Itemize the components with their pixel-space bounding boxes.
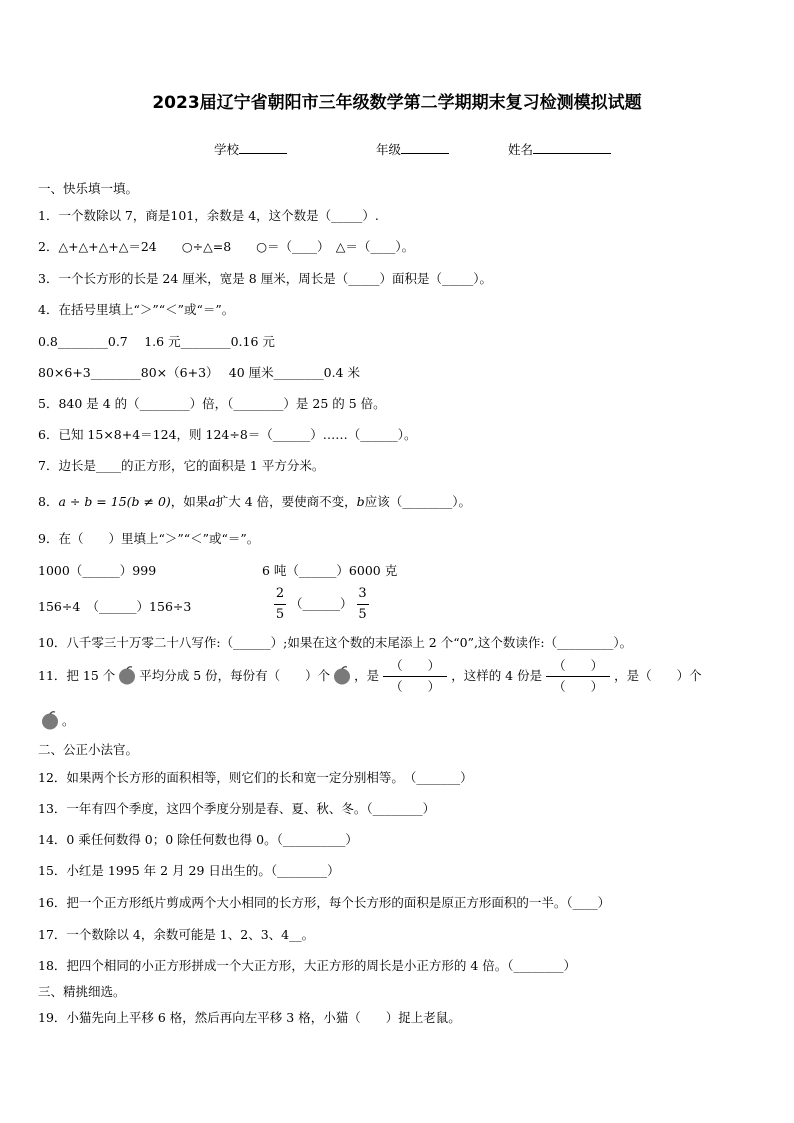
school-field[interactable] — [214, 140, 287, 158]
q8-expression: a ÷ b = 15(b ≠ 0) — [58, 494, 171, 509]
question-2: 2．△+△+△+△＝24 ○÷△=8 ○＝（____） △＝（____）。 — [38, 239, 415, 254]
grade-blank[interactable] — [401, 141, 449, 154]
q11-part2: 平均分成 5 份，每份有（ ）个 — [139, 668, 331, 683]
question-19: 19．小猫先向上平移 6 格，然后再向左平移 3 格，小猫（ ）捉上老鼠。 — [38, 1010, 461, 1025]
school-blank[interactable] — [239, 141, 287, 154]
q8-var-b: b — [356, 494, 365, 509]
q11-part3: ，是 — [354, 668, 380, 683]
fraction-denominator[interactable]: （ ） — [390, 679, 441, 694]
q8-mid: ，如果 — [170, 494, 209, 509]
section-1-heading: 一、快乐填一填。 — [38, 181, 139, 196]
fraction-numerator[interactable]: （ ） — [390, 658, 441, 673]
question-11 — [38, 658, 702, 695]
section-3-heading: 三、精挑细选。 — [38, 984, 126, 999]
name-field[interactable] — [508, 140, 611, 158]
q8-end: 应该（________）。 — [364, 494, 471, 509]
question-4: 4．在括号里填上“＞”“＜”或“＝”。 — [38, 302, 235, 317]
question-13: 13．一年有四个季度，这四个季度分别是春、夏、秋、冬。（________） — [38, 801, 436, 816]
q11-fraction-1[interactable] — [383, 658, 447, 695]
question-17: 17．一个数除以 4，余数可能是 1、2、3、4__。 — [38, 927, 315, 942]
q8-number: 8． — [38, 494, 59, 509]
apple-icon — [332, 665, 352, 688]
q11-part5: ，是（ ）个 — [614, 668, 702, 683]
question-3: 3．一个长方形的长是 24 厘米，宽是 8 厘米，周长是（_____）面积是（_____）。 — [38, 271, 492, 286]
question-1: 1．一个数除以 7，商是101，余数是 4，这个数是（_____）. — [38, 208, 379, 223]
fraction-3-5 — [357, 586, 369, 623]
fraction-2-5 — [274, 586, 286, 623]
fraction-numerator[interactable]: （ ） — [553, 658, 604, 673]
q11-part4: ，这样的 4 份是 — [451, 668, 543, 683]
question-14: 14．0 乘任何数得 0；0 除任何数也得 0。（__________） — [38, 832, 358, 847]
grade-label: 年级 — [376, 142, 402, 157]
school-label: 学校 — [214, 142, 240, 157]
name-blank[interactable] — [533, 141, 611, 154]
question-9d — [270, 586, 373, 623]
apple-icon — [117, 665, 137, 688]
question-7: 7．边长是____的正方形，它的面积是 1 平方分米。 — [38, 458, 325, 473]
fraction-numerator: 2 — [275, 586, 285, 601]
question-9c: 156÷4 （______）156÷3 — [38, 599, 192, 614]
page-title: 2023届辽宁省朝阳市三年级数学第二学期期末复习检测模拟试题 — [152, 93, 642, 113]
question-18: 18．把四个相同的小正方形拼成一个大正方形，大正方形的周长是小正方形的 4 倍。（________） — [38, 958, 577, 973]
grade-field[interactable] — [376, 140, 449, 158]
apple-icon — [40, 710, 60, 733]
question-5: 5．840 是 4 的（________）倍，（________）是 25 的 5 倍。 — [38, 396, 386, 411]
q9d-blank[interactable]: （______） — [290, 596, 353, 611]
q8-rest: 扩大 4 倍，要使商不变， — [215, 494, 357, 509]
question-15: 15．小红是 1995 年 2 月 29 日出生的。（________） — [38, 863, 340, 878]
q11-fraction-2[interactable] — [546, 658, 610, 695]
question-6: 6．已知 15×8+4＝124，则 124÷8＝（______）……（______）。 — [38, 427, 417, 442]
question-4b: 80×6+3________80×（6+3） 40 厘米________0.4 米 — [38, 365, 360, 380]
q11-end: 。 — [62, 713, 75, 728]
name-label: 姓名 — [508, 142, 534, 157]
question-4a: 0.8________0.7 1.6 元________0.16 元 — [38, 334, 275, 349]
fraction-numerator: 3 — [358, 586, 367, 601]
question-10: 10．八千零三十万零二十八写作:（______）;如果在这个数的末尾添上 2 个“0”,这个数读作:（_________）。 — [38, 635, 633, 650]
question-9b: 6 吨（______）6000 克 — [262, 563, 398, 578]
question-11-end — [38, 710, 75, 733]
fraction-denominator[interactable]: （ ） — [553, 679, 604, 694]
fraction-denominator: 5 — [358, 607, 367, 622]
question-12: 12．如果两个长方形的面积相等，则它们的长和宽一定分别相等。 （_______） — [38, 770, 473, 785]
question-8 — [38, 493, 471, 511]
question-9a: 1000（______）999 — [38, 563, 157, 578]
section-2-heading: 二、公正小法官。 — [38, 742, 139, 757]
question-16: 16．把一个正方形纸片剪成两个大小相同的长方形，每个长方形的面积是原正方形面积的一半。（____） — [38, 895, 611, 910]
q11-part1: 11．把 15 个 — [38, 668, 116, 683]
q8-var-a: a — [208, 494, 216, 509]
fraction-denominator: 5 — [275, 607, 285, 622]
question-9: 9．在（ ）里填上“＞”“＜”或“＝”。 — [38, 531, 260, 546]
